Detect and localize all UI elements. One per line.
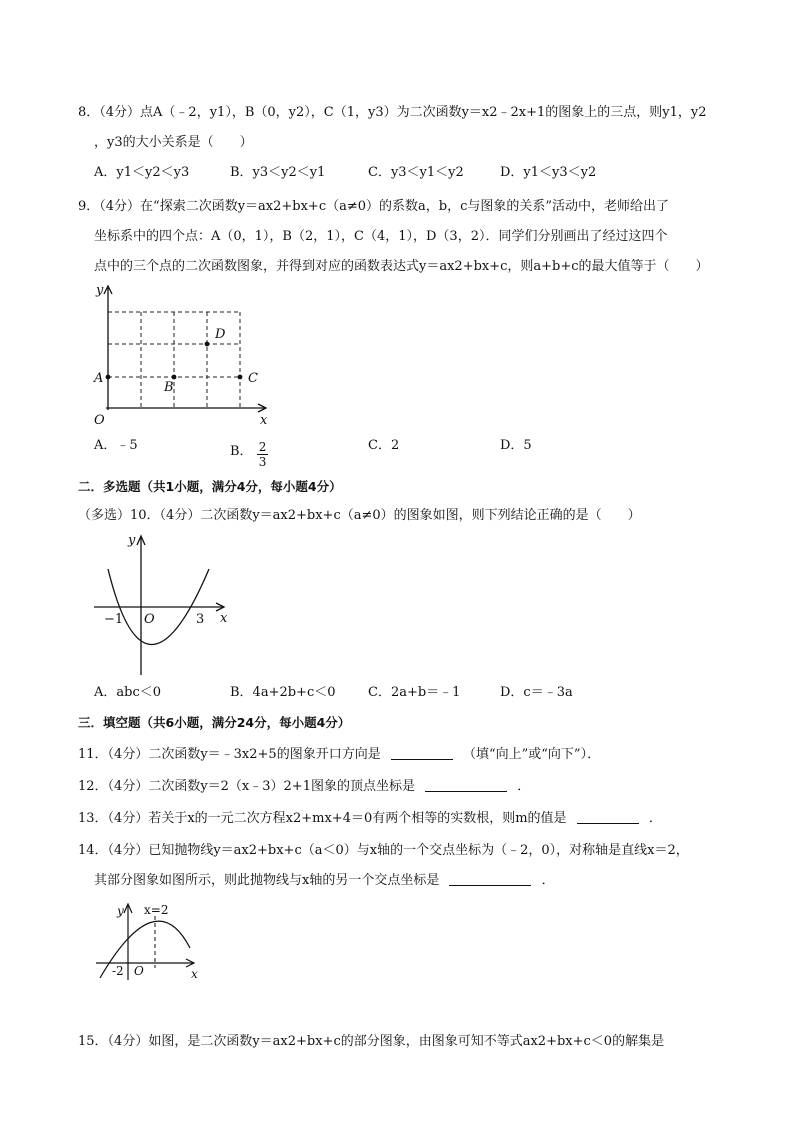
- q8-option-d[interactable]: D．y1＜y3＜y2: [500, 165, 597, 180]
- q8-line1: 8．（4分）点A（﹣2，y1），B（0，y2），C（1，y3）为二次函数y＝x2﹣2x+1的图象上的三点，则y1，y2: [78, 105, 707, 120]
- q10-option-d[interactable]: D．c＝﹣3a: [500, 685, 573, 700]
- q9-line2: 坐标系中的四个点：A（0，1），B（2，1），C（4，1），D（3，2）．同学们分别画出了经过这四个: [94, 229, 668, 244]
- point-a: [106, 375, 111, 380]
- section-3-heading: 三．填空题（共6小题，满分24分，每小题4分）: [78, 715, 351, 730]
- point-b: [172, 375, 177, 380]
- q12-answer-blank[interactable]: [425, 779, 507, 792]
- root-label-minus-2: -2: [112, 964, 124, 978]
- fraction-numerator: 2: [258, 440, 267, 454]
- q11-hint: （填“向上”或“向下”）．: [462, 747, 601, 762]
- q9-option-a[interactable]: A．﹣5: [94, 438, 138, 453]
- q8-line2: ，y3的大小关系是（ ）: [94, 135, 253, 150]
- point-c: [238, 375, 243, 380]
- q11-answer-blank[interactable]: [391, 747, 453, 760]
- q13-text: 13．（4分）若关于x的一元二次方程x2+mx+4＝0有两个相等的实数根，则m的值是: [78, 811, 567, 826]
- q11-text: 11．（4分）二次函数y＝﹣3x2+5的图象开口方向是: [78, 747, 381, 762]
- axis-label-x: x: [191, 967, 198, 981]
- q13-end: ．: [648, 811, 662, 826]
- q14-parabola-figure: [94, 898, 214, 984]
- axis-of-symmetry-label: x=2: [144, 903, 169, 917]
- origin-label: O: [144, 612, 155, 627]
- q8-option-b[interactable]: B．y3＜y2＜y1: [230, 165, 326, 180]
- q11-line: [78, 746, 600, 764]
- q10-option-b[interactable]: B．4a+2b+c＜0: [230, 685, 336, 700]
- q9-option-b-prefix: B．: [230, 444, 253, 459]
- q8-option-a[interactable]: A．y1＜y2＜y3: [94, 165, 190, 180]
- q12-text: 12．（4分）二次函数y＝2（x﹣3）2+1图象的顶点坐标是: [78, 779, 415, 794]
- label-a: A: [94, 371, 104, 386]
- point-d: [205, 342, 210, 347]
- q9-line1: 9．（4分）在“探索二次函数y＝ax2+bx+c（a≠0）的系数a，b，c与图象的关系”活动中，老师给出了: [78, 199, 670, 214]
- q10-parabola-figure: [90, 530, 240, 680]
- q9-line3: 点中的三个点的二次函数图象，并得到对应的函数表达式y＝ax2+bx+c，则a+b+c的最大值等于（ ）: [94, 259, 709, 274]
- q10-option-c[interactable]: C．2a+b＝﹣1: [368, 685, 461, 700]
- q14-line1: 14．（4分）已知抛物线y＝ax2+bx+c（a＜0）与x轴的一个交点坐标为（﹣2，0），对称轴是直线x＝2，: [78, 843, 689, 858]
- q14-end: ．: [541, 873, 555, 888]
- fraction: [257, 440, 269, 469]
- axis-label-y: y: [96, 283, 104, 298]
- root-label-minus-1: −1: [104, 612, 124, 627]
- q13-line: [78, 810, 662, 828]
- root-label-3: 3: [196, 612, 205, 627]
- q10-line1: （多选）10．（4分）二次函数y＝ax2+bx+c（a≠0）的图象如图，则下列结论正确的是（ ）: [78, 508, 641, 523]
- fraction-denominator: 3: [258, 455, 267, 469]
- q14-line2: [94, 872, 555, 890]
- label-b: B: [164, 380, 174, 395]
- q9-option-b[interactable]: [230, 437, 268, 469]
- origin-label: O: [134, 964, 144, 978]
- q9-option-d[interactable]: D．5: [500, 438, 532, 453]
- q14-answer-blank[interactable]: [449, 873, 531, 886]
- q14-text: 其部分图象如图所示，则此抛物线与x轴的另一个交点坐标是: [94, 873, 440, 888]
- q13-answer-blank[interactable]: [577, 811, 639, 824]
- q10-option-a[interactable]: A．abc＜0: [94, 685, 162, 700]
- axis-label-x: x: [260, 413, 268, 428]
- q8-option-c[interactable]: C．y3＜y1＜y2: [368, 165, 464, 180]
- q12-line: [78, 778, 530, 796]
- q9-option-c[interactable]: C．2: [368, 438, 400, 453]
- section-2-heading: 二．多选题（共1小题，满分4分，每小题4分）: [78, 479, 342, 494]
- axis-label-y: y: [117, 904, 124, 918]
- label-c: C: [248, 371, 258, 386]
- q9-grid-figure: [88, 282, 278, 432]
- q12-end: ．: [517, 779, 531, 794]
- axis-label-y: y: [128, 533, 136, 548]
- label-d: D: [215, 327, 226, 342]
- origin-label: O: [94, 413, 105, 428]
- axis-label-x: x: [220, 611, 228, 626]
- q15-line1: 15．（4分）如图，是二次函数y＝ax2+bx+c的部分图象，由图象可知不等式ax2+bx+c＜0的解集是: [78, 1034, 665, 1049]
